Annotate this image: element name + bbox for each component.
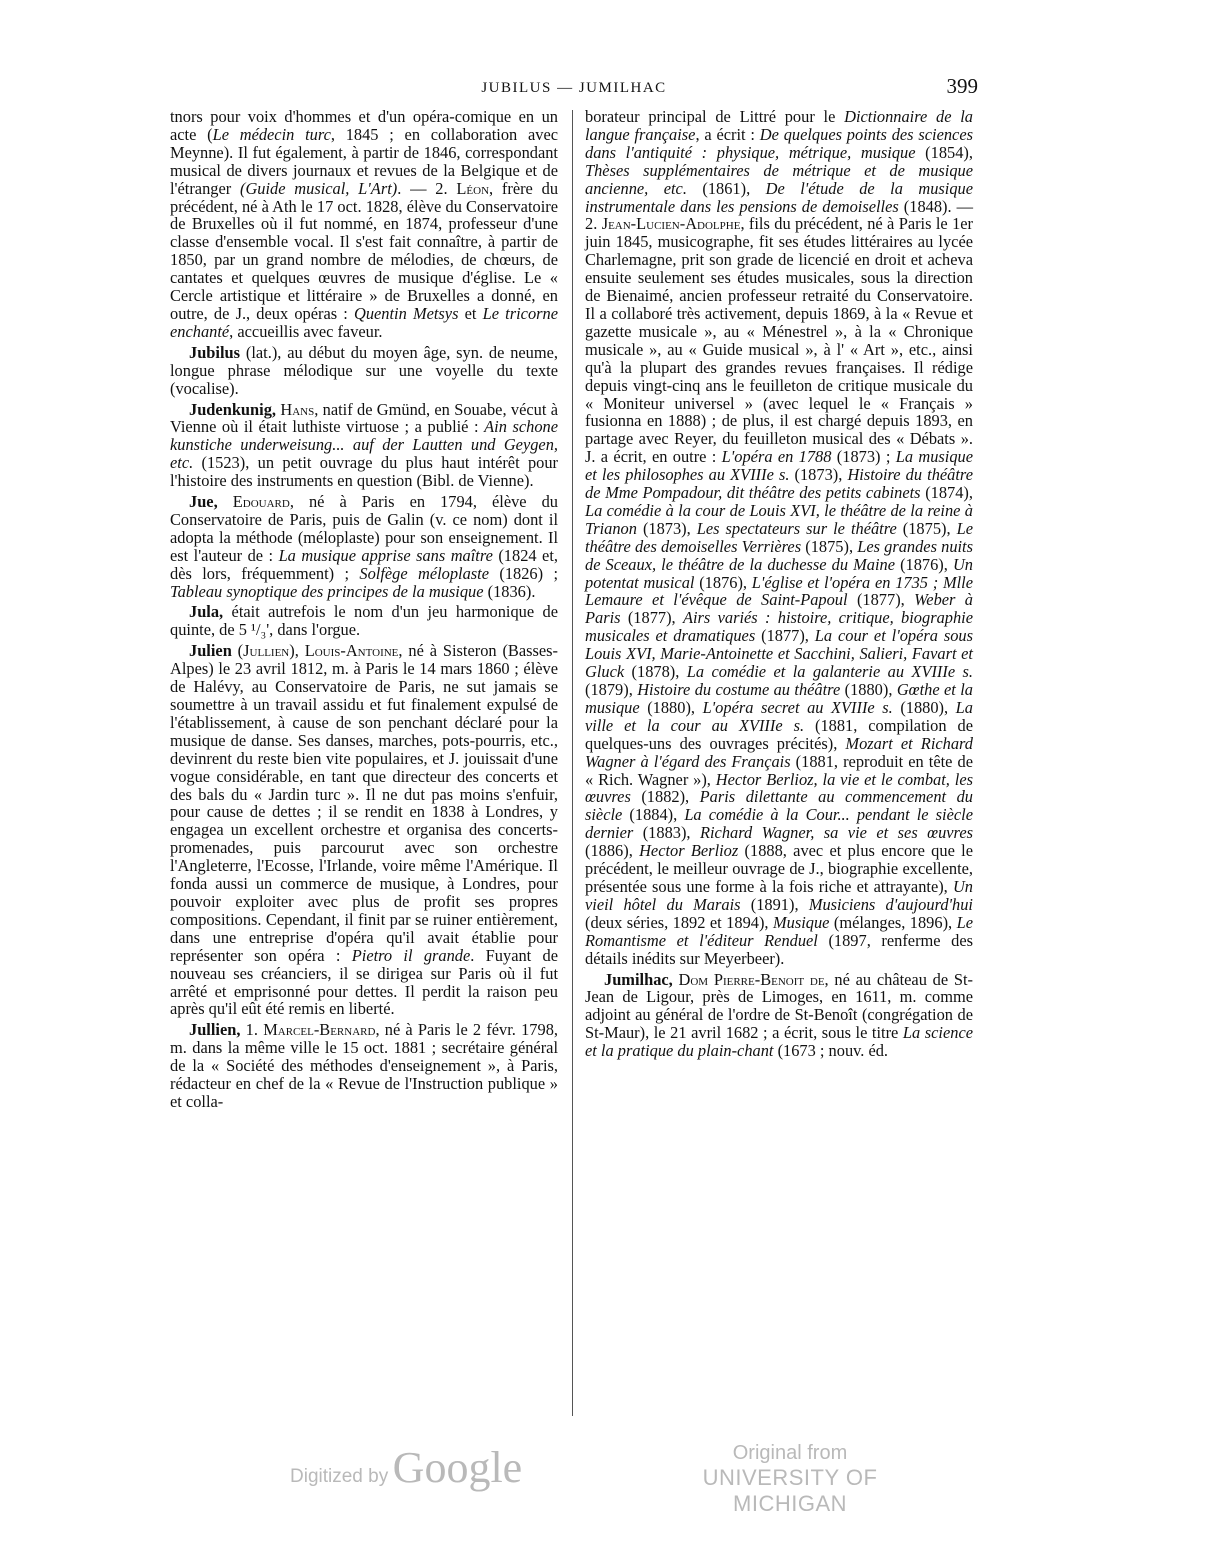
entry-text: (1882), xyxy=(630,787,700,807)
entry-text: , né au château de St-Jean de Ligour, près de Limoges, en 1611, m. comme adjoint au général de l'ordre de St-Benoît (congrégation de St-Maur), le 21 avril 1682 ; a écrit, sous le titre xyxy=(585,969,973,1043)
entry-text: (1880), xyxy=(840,680,897,699)
university-name: UNIVERSITY OF MICHIGAN xyxy=(702,1465,878,1516)
title-italic: Solfège méloplaste xyxy=(359,563,490,583)
dictionary-entry xyxy=(585,108,973,968)
headword: Julien xyxy=(189,641,232,661)
title-italic: Richard Wagner, sa vie et ses œuvres xyxy=(699,823,973,843)
original-from-watermark xyxy=(660,1442,920,1517)
name-small-caps: Dom Pierre-Benoit de xyxy=(678,969,825,989)
entry-text: (1854), xyxy=(915,142,973,162)
title-italic: Un potentat musical xyxy=(585,554,974,592)
entry-text: (1883), xyxy=(633,823,700,843)
entry-text: ( xyxy=(231,641,244,661)
title-italic: La musique et les philosophes au XVIIIe s. xyxy=(585,447,973,485)
google-logo-text: Google xyxy=(392,1443,523,1492)
dictionary-entry xyxy=(585,971,973,1061)
title-italic: La science et la pratique du plain-chant xyxy=(585,1023,973,1061)
title-italic: Gœthe et la musique xyxy=(585,680,973,717)
running-head: JUBILUS — JUMILHAC xyxy=(481,80,667,96)
title-italic: La comédie et la galanterie au XVIIIe s. xyxy=(686,662,973,682)
entry-text: (1880), xyxy=(892,697,956,717)
entry-text: tnors pour voix d'hommes et d'un opéra-comique en un acte ( xyxy=(170,107,558,144)
left-column xyxy=(170,108,558,1114)
entry-text: , né à Sisteron (Basses-Alpes) le 23 avril 1812, m. à Paris le 14 mars 1860 ; élève de Halévy, au Conservatoire de Paris, ne sut jamais se soumettre à un travail assidu et fut finalement expulsé de l'établissement, à cause de son penchant déclaré pour la musique de danse. Ses danses, marches, pots-pourris, etc., devinrent du reste bien vite populaires, et J. jouissait d'une vogue considérable, en tant que directeur des concerts et des bals du « Jardin turc ». Il ne dut pas moins s'enfuir, pour cause de dettes ; il se rendit en 1838 à Londres, y engagea un excellent orchestre et organisa des concerts-promenades, puis parcourut avec son orchestre l'Angleterre, l'Ecosse, l'Irlande, voire même l'Amérique. Il fonda aussi un commerce de musique, à Londres, pour pouvoir exploiter avec plus de profit ses propres compositions. Cependant, il finit par se ruiner entièrement, dans une entreprise d'opéra qu'il avait établie pour représenter son opéra : xyxy=(170,641,559,965)
entry-text: (1888, avec et plus encore que le précédent, le meilleur ouvrage de J., biographie excellente, présentée sous une forme à la fois riche et attrayante), xyxy=(585,841,973,896)
name-small-caps: Marcel-Bernard xyxy=(263,1020,376,1040)
entry-text: , né à Paris le 2 févr. 1798, m. dans la même ville le 15 oct. 1881 ; secrétaire général de la « Société des méthodes d'enseignement », à Paris, rédacteur en chef de la « Revue de l'Instruction publique » et colla- xyxy=(170,1020,558,1111)
entry-text: (1891), xyxy=(740,894,809,914)
title-italic: Tableau synoptique des principes de la musique xyxy=(170,581,484,601)
entry-text: 1. xyxy=(240,1020,264,1040)
digitized-by-text: Digitized by xyxy=(290,1466,389,1487)
title-italic: Hector Berlioz, la vie et le combat, les œuvres xyxy=(585,769,973,807)
title-italic: Les grandes nuits de Sceaux, le théâtre de la duchesse du Maine xyxy=(585,536,973,574)
entry-text: (1861), xyxy=(686,178,766,198)
headword: Jula, xyxy=(189,602,224,622)
entry-text: (1874), xyxy=(920,483,973,503)
entry-text: (1877), xyxy=(847,590,915,610)
entry-text: (1884), xyxy=(622,805,685,825)
title-italic: Les spectateurs sur le théâtre xyxy=(696,518,897,538)
entry-text: (1875), xyxy=(801,536,858,556)
title-italic: Thèses supplémentaires de métrique et de musique ancienne, etc. xyxy=(585,160,973,198)
entry-text: (1879), xyxy=(585,680,638,699)
title-italic: L'opéra en 1788 xyxy=(721,447,832,467)
entry-text: borateur principal de Littré pour le xyxy=(585,107,845,126)
headword: Jullien, xyxy=(189,1020,241,1040)
title-italic: (Guide musical, L'Art) xyxy=(240,178,398,198)
title-italic: La comédie à la cour de Louis XVI, le théâtre de la reine à Trianon xyxy=(585,500,973,538)
title-italic: La musique apprise sans maître xyxy=(278,545,493,565)
title-italic: La cour et l'opéra sous Louis XVI, Marie-Antoinette et Sacchini, Salieri, Favart et Gluck xyxy=(585,626,973,682)
entry-text: (1876), xyxy=(694,572,752,592)
entry-text: (1886), xyxy=(585,841,640,861)
title-italic: Un vieil hôtel du Marais xyxy=(585,876,973,914)
entry-text: , 1845 ; en collaboration avec Meynne). Il fut également, à partir de 1846, correspondant musical de divers journaux et revues de la Belgique et de l'étranger xyxy=(170,124,558,198)
title-italic: Ain schone kunstiche underweisung... auf der Lautten und Geygen, etc. xyxy=(170,417,558,473)
entry-text: (1878), xyxy=(624,662,687,682)
title-italic: De quelques points des sciences dans l'antiquité : physique, métrique, musique xyxy=(585,124,973,162)
title-italic: Airs variés : histoire, critique, biographie musicales et dramatiques xyxy=(585,608,973,646)
page-number: 399 xyxy=(946,74,978,98)
entry-text: , fils du précédent, né à Paris le 1er juin 1845, musicographe, fit ses études littéraires au lycée Charlemagne, prit son grade de licencié en droit et acheva ensuite seulement ses études musicales, sous la direction de Bienaimé, ancien professeur retraité du Conservatoire. Il a collaboré très activement, depuis 1869, à la « Revue et gazette musicale », au « Ménestrel », à la « Chronique musicale », au « Guide musical », à l' « Art », etc., ainsi qu'à la plupart des grandes revues françaises. Il rédige depuis vingt-cinq ans le feuilleton de critique musicale du « Moniteur universel » (avec lequel le « Français » fusionna en 1888) ; de plus, il est chargé depuis 1893, en partage avec Reyer, du feuilleton musical des « Débats ». J. a écrit, en outre : xyxy=(585,214,974,467)
title-italic: Histoire du théâtre de Mme Pompadour, dit théâtre des petits cabinets xyxy=(585,465,973,503)
entry-text: (1848). — 2. xyxy=(585,196,974,234)
name-small-caps: Léon xyxy=(456,178,490,198)
title-italic: La ville et la cour au XVIIIe s. xyxy=(585,697,973,735)
title-italic: De l'étude de la musique instrumentale dans les pensions de demoiselles xyxy=(585,178,973,216)
headword: Judenkunig, xyxy=(189,399,277,419)
entry-text: était autrefois le nom d'un jeu harmonique de quinte, de 5 ¹/₃', dans l'orgue. xyxy=(170,602,558,640)
entry-text: (1824 et, dès lors, fréquemment) ; xyxy=(170,545,558,583)
entry-text: (mélanges, 1896), xyxy=(829,912,957,932)
title-italic: L'opéra secret au XVIIIe s. xyxy=(702,697,893,717)
entry-text: (1836). xyxy=(483,581,536,601)
page-header xyxy=(170,72,978,106)
title-italic: Le Romantisme et l'éditeur Renduel xyxy=(585,912,973,950)
title-italic: Le théâtre des demoiselles Verrières xyxy=(585,518,973,556)
title-italic: L'église et l'opéra en 1735 ; Mlle Lemaure et l'évêque de Saint-Papoul xyxy=(585,572,973,610)
name-small-caps: Jean-Lucien-Adolphe xyxy=(601,214,741,234)
entry-text: (lat.), au début du moyen âge, syn. de neume, longue phrase mélodique sur une voyelle du texte (vocalise). xyxy=(170,342,558,398)
title-italic: Le tricorne enchanté xyxy=(170,303,558,341)
title-italic: Musiciens d'aujourd'hui xyxy=(808,894,973,914)
title-italic: Weber à Paris xyxy=(585,590,973,628)
entry-text: . Fuyant de nouveau ses créanciers, il se dirigea sur Paris où il fut arrêté et emprisonné pour dettes. Il perdit la raison peu après qu'il eût été remis en liberté. xyxy=(170,945,558,1019)
entry-text: (deux séries, 1892 et 1894), xyxy=(585,912,773,932)
entry-text: (1873), xyxy=(636,518,697,538)
column-divider xyxy=(572,110,573,1416)
headword: Jue, xyxy=(189,492,218,512)
entry-text: (1877), xyxy=(755,626,815,646)
title-italic: Paris dilettante au commencement du siècle xyxy=(585,787,973,825)
entry-text: , a écrit : xyxy=(695,124,760,144)
dictionary-entry xyxy=(170,642,558,1018)
entry-text: ), xyxy=(289,641,305,661)
title-italic: Pietro il grande xyxy=(351,945,471,965)
original-from-text: Original from xyxy=(732,1442,848,1464)
name-small-caps: Jullien xyxy=(243,641,290,661)
title-italic: La comédie à la Cour... pendant le siècle dernier xyxy=(585,805,973,843)
right-column xyxy=(585,108,973,1063)
name-small-caps: Louis-Antoine xyxy=(304,641,399,661)
entry-text: , né à Paris en 1794, élève du Conservatoire de Paris, puis de Galin (v. ce nom) dont il adopta la méthode (méloplaste) pour son enseignement. Il est l'auteur de : xyxy=(170,492,558,565)
title-italic: Mozart et Richard Wagner à l'égard des Français xyxy=(585,733,973,771)
headword: Jumilhac, xyxy=(604,969,673,989)
entry-text: (1873) ; xyxy=(831,447,896,467)
entry-text: (1673 ; nouv. éd. xyxy=(773,1041,889,1061)
entry-text: (1875), xyxy=(896,518,957,538)
name-small-caps: Edouard xyxy=(232,492,290,512)
digitization-footer xyxy=(0,1438,1207,1516)
title-italic: Musique xyxy=(772,912,830,932)
dictionary-entry xyxy=(170,401,558,491)
entry-text: (1523), un petit ouvrage du plus haut intérêt pour l'histoire des instruments en question (Bibl. de Vienne). xyxy=(170,453,558,491)
entry-text: (1881, reproduit en tête de « Rich. Wagner »), xyxy=(585,751,973,789)
dictionary-entry xyxy=(170,603,558,639)
entry-text: (1873), xyxy=(789,465,848,485)
entry-text: (1880), xyxy=(639,697,703,717)
entry-text: (1876), xyxy=(894,554,953,574)
title-italic: Histoire du costume au théâtre xyxy=(637,680,841,699)
entry-text: , frère du précédent, né à Ath le 17 oct. 1828, élève du Conservatoire de Bruxelles où il fut nommé, en 1874, professeur d'une classe d'ensemble vocal. Il s'est fait connaître, à partir de 1850, par un grand nombre de mélodies, de chœurs, de cantates et quelques œuvres de musique d'église. Le « Cercle artistique et littéraire » de Bruxelles a donné, en outre, de J., deux opéras : xyxy=(170,178,559,323)
entry-text: . — 2. xyxy=(397,178,457,198)
entry-text xyxy=(218,492,233,511)
name-small-caps: Hans xyxy=(280,399,315,419)
entry-text: (1897, renferme des détails inédits sur Meyerbeer). xyxy=(585,930,973,968)
title-italic: Le médecin turc xyxy=(212,124,331,144)
digitized-by-google-watermark xyxy=(290,1442,522,1493)
dictionary-entry xyxy=(170,1021,558,1111)
title-italic: Hector Berlioz xyxy=(639,841,739,861)
entry-text: (1881, compilation de quelques-uns des ouvrages précités), xyxy=(585,715,973,753)
title-italic: Dictionnaire de la langue française xyxy=(585,107,973,144)
title-italic: Quentin Metsys xyxy=(353,303,459,323)
entry-text: (1826) ; xyxy=(489,563,558,583)
headword: Jubilus xyxy=(189,342,241,362)
entry-text: , accueillis avec faveur. xyxy=(229,321,383,341)
entry-text: (1877), xyxy=(620,608,683,628)
dictionary-entry xyxy=(170,344,558,398)
entry-text: , natif de Gmünd, en Souabe, vécut à Vienne où il était luthiste virtuose ; a publié : xyxy=(170,399,558,437)
entry-text: et xyxy=(458,303,483,323)
dictionary-entry xyxy=(170,108,558,341)
dictionary-entry xyxy=(170,493,558,600)
